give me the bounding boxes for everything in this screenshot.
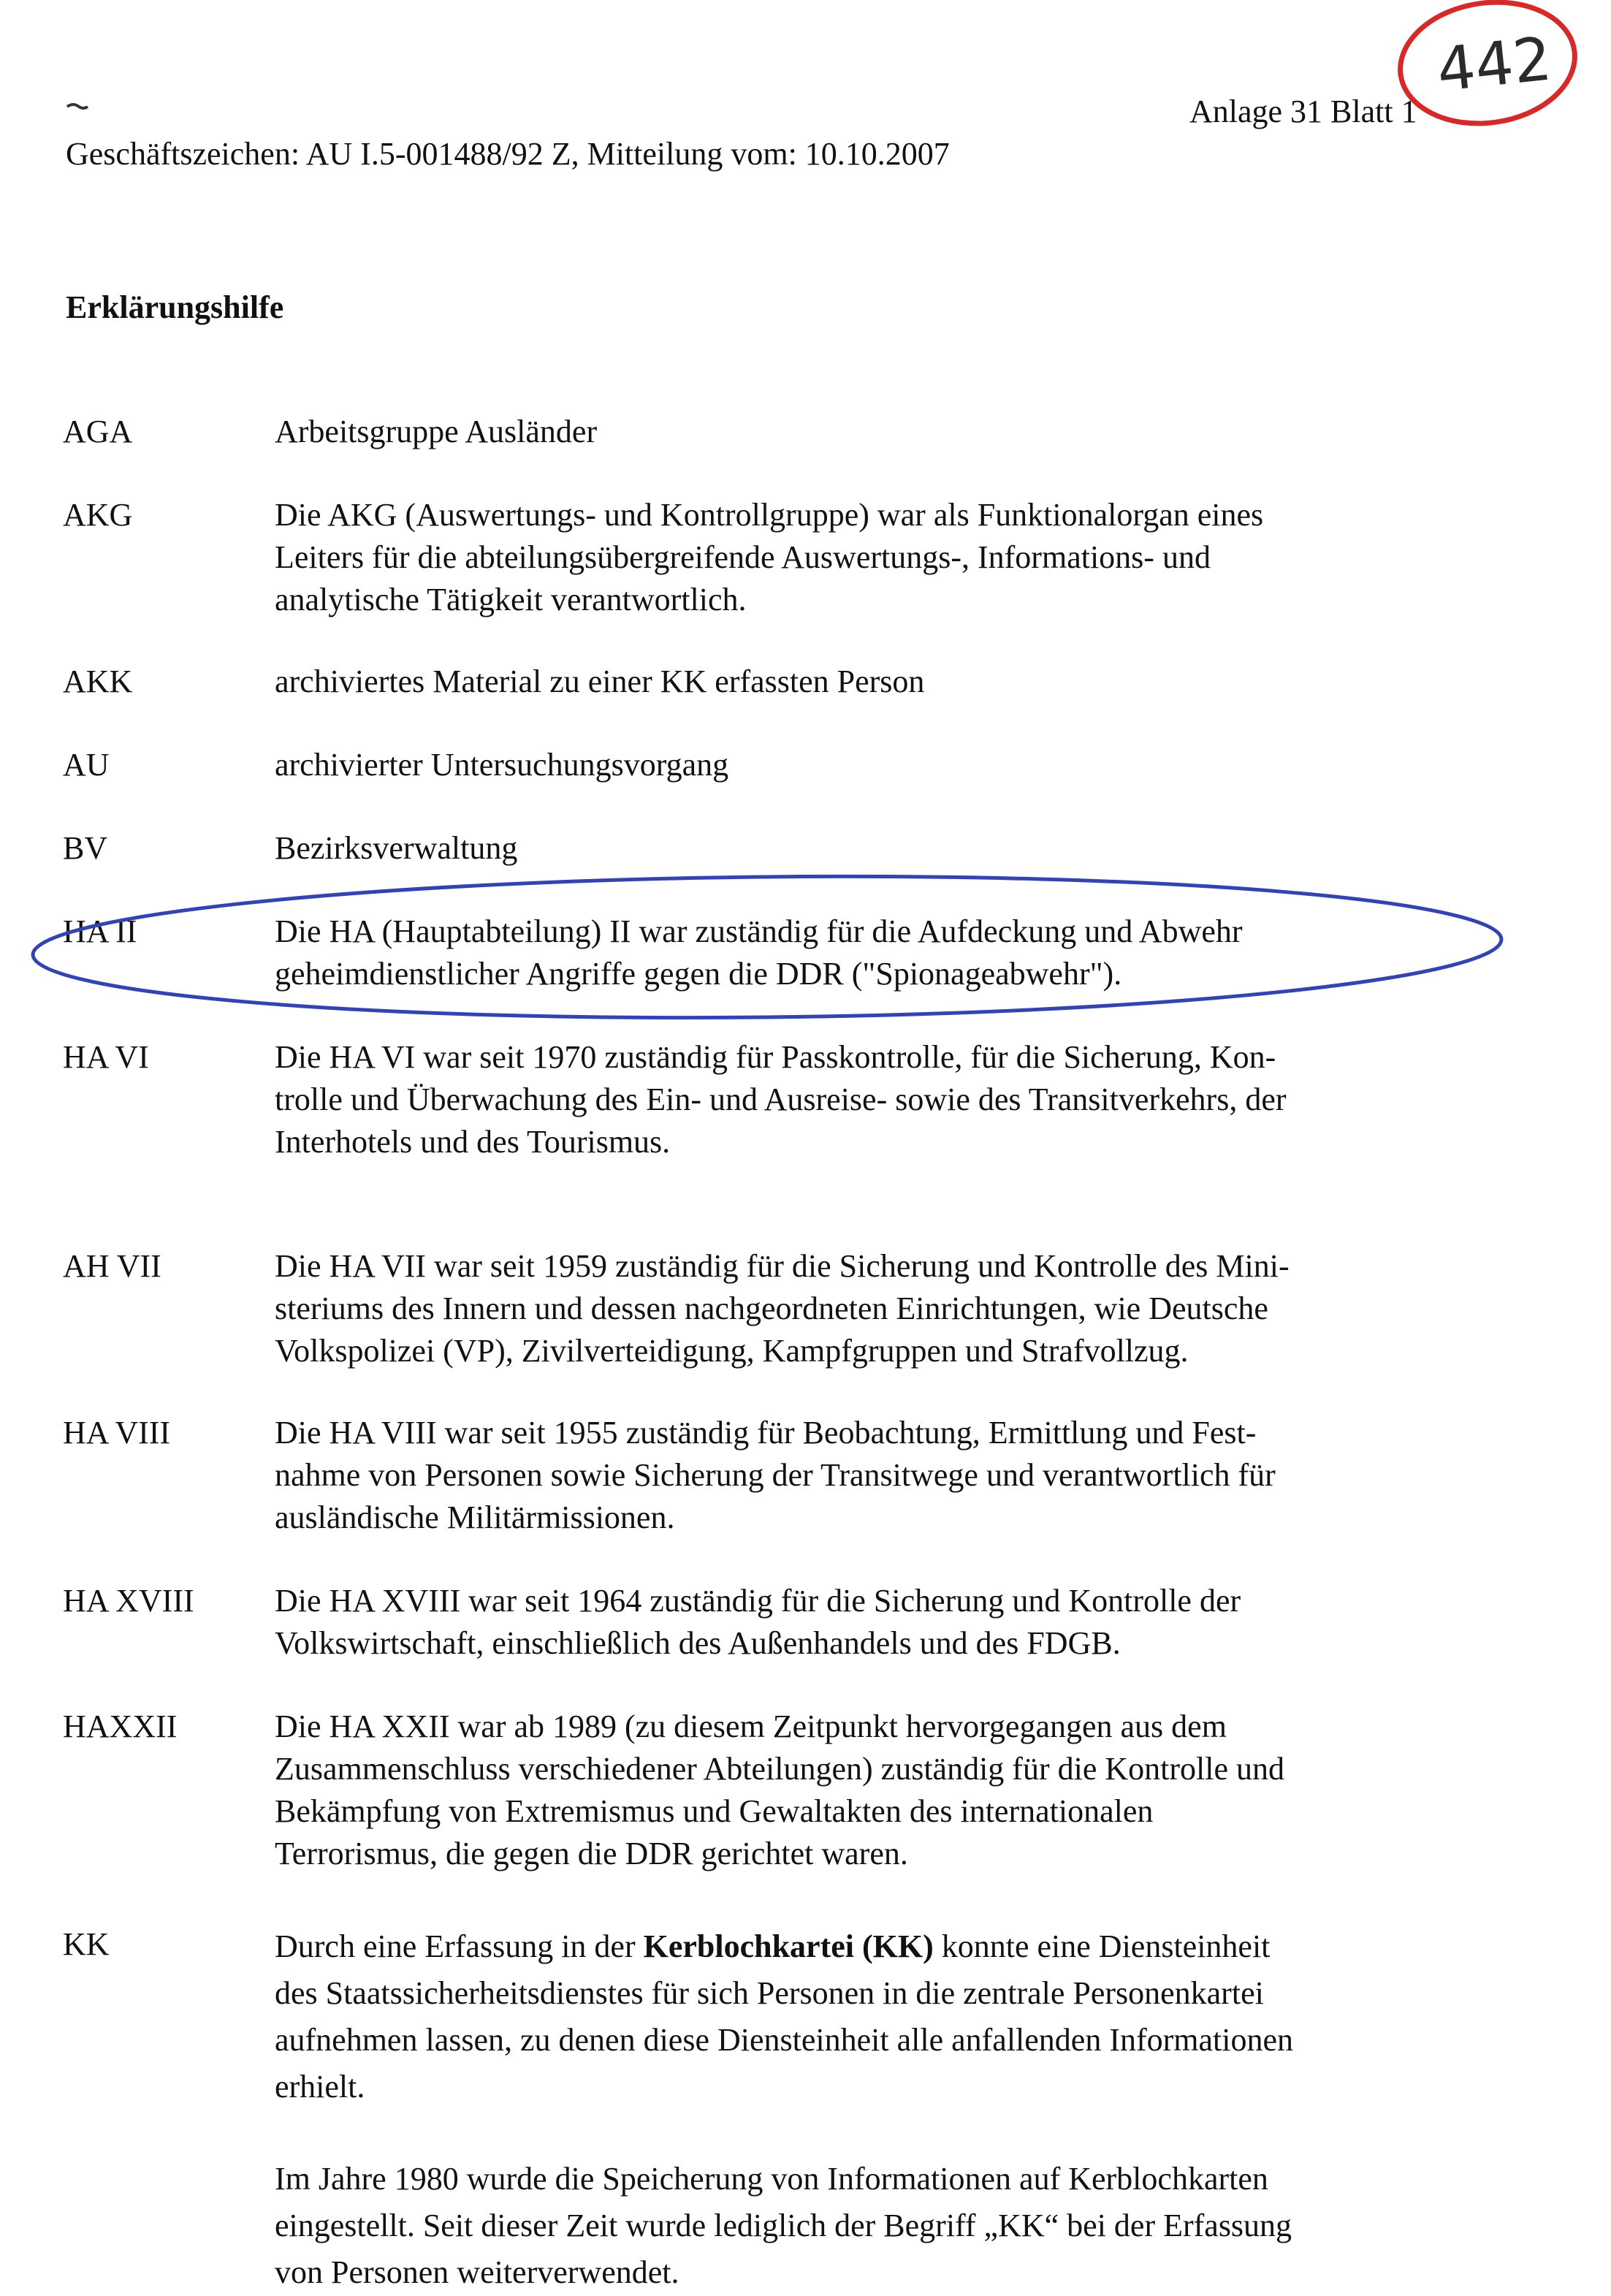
def-line: Bekämpfung von Extremismus und Gewaltakten des internationalen xyxy=(275,1793,1154,1829)
def-line: geheimdienstlicher Angriffe gegen die DDR ("Spionageabwehr"). xyxy=(275,956,1122,992)
entry-abbr-ha-xviii: HA XVIII xyxy=(63,1583,194,1619)
def-line: Die HA XVIII war seit 1964 zuständig für die Sicherung und Kontrolle der xyxy=(275,1583,1241,1619)
entry-def-ha-vi xyxy=(275,1036,1444,1163)
entry-abbr-akk: AKK xyxy=(63,664,133,699)
def-line: steriums des Innern und dessen nachgeordneten Einrichtungen, wie Deutsche xyxy=(275,1290,1268,1326)
entry-abbr-au: AU xyxy=(63,747,110,783)
def-line: Die HA VI war seit 1970 zuständig für Passkontrolle, für die Sicherung, Kon- xyxy=(275,1039,1276,1075)
def-line: Die HA VII war seit 1959 zuständig für die Sicherung und Kontrolle des Mini- xyxy=(275,1248,1290,1284)
def-line: Die HA VIII war seit 1955 zuständig für Beobachtung, Ermittlung und Fest- xyxy=(275,1415,1257,1451)
kk-bold-term: Kerblochkartei (KK) xyxy=(643,1928,934,1964)
def-line: Volkspolizei (VP), Zivilverteidigung, Kampfgruppen und Strafvollzug. xyxy=(275,1333,1189,1369)
def-line: Terrorismus, die gegen die DDR gerichtet waren. xyxy=(275,1836,908,1871)
def-line: Die HA XXII war ab 1989 (zu diesem Zeitpunkt hervorgegangen aus dem xyxy=(275,1708,1227,1744)
reference-line: Geschäftszeichen: AU I.5-001488/92 Z, Mitteilung vom: 10.10.2007 xyxy=(66,136,950,172)
entry-abbr-ah-vii: AH VII xyxy=(63,1248,161,1284)
entry-abbr-aga: AGA xyxy=(63,414,133,449)
kk-text-before: Durch eine Erfassung in der xyxy=(275,1928,644,1964)
entry-def-ha-ii xyxy=(275,911,1444,995)
entry-def-akk xyxy=(275,661,1444,703)
entry-def-akg xyxy=(275,494,1444,621)
def-line: Die AKG (Auswertungs- und Kontrollgruppe) war als Funktionalorgan eines xyxy=(275,497,1264,533)
entry-abbr-kk: KK xyxy=(63,1926,110,1962)
entry-abbr-ha-vi: HA VI xyxy=(63,1039,149,1075)
handwritten-page-number: 442 xyxy=(1433,24,1555,106)
def-line: nahme von Personen sowie Sicherung der Transitwege und verantwortlich für xyxy=(275,1457,1276,1493)
entry-def-bv xyxy=(275,827,1444,870)
entry-def-ha-xviii xyxy=(275,1580,1444,1665)
def-line: Die HA (Hauptabteilung) II war zuständig für die Aufdeckung und Abwehr xyxy=(275,913,1243,949)
def-line: Leiters für die abteilungsübergreifende Auswertungs-, Informations- und xyxy=(275,539,1211,575)
page-title: Erklärungshilfe xyxy=(66,289,284,325)
def-line: Zusammenschluss verschiedener Abteilungen) zuständig für die Kontrolle und xyxy=(275,1751,1284,1787)
entry-def-kk xyxy=(275,1923,1444,2110)
def-line: eingestellt. Seit dieser Zeit wurde lediglich der Begriff „KK“ bei der Erfassung xyxy=(275,2208,1292,2243)
entry-abbr-ha-ii: HA II xyxy=(63,913,137,949)
annex-label: Anlage 31 Blatt 1 xyxy=(1189,94,1417,129)
def-line: Im Jahre 1980 wurde die Speicherung von Informationen auf Kerblochkarten xyxy=(275,2161,1268,2197)
scan-mark xyxy=(67,104,88,108)
def-line xyxy=(275,1923,1444,1970)
entry-def-ha-viii xyxy=(275,1412,1444,1539)
def-line: ausländische Militärmissionen. xyxy=(275,1499,675,1535)
entry-def-ah-vii xyxy=(275,1245,1444,1372)
def-line: aufnehmen lassen, zu denen diese Diensteinheit alle anfallenden Informationen xyxy=(275,2022,1294,2058)
def-line: analytische Tätigkeit verantwortlich. xyxy=(275,582,747,617)
kk-text-after: konnte eine Diensteinheit xyxy=(933,1928,1271,1964)
def-line: von Personen weiterverwendet. xyxy=(275,2254,679,2290)
entry-abbr-bv: BV xyxy=(63,830,108,866)
entry-def-au xyxy=(275,744,1444,786)
entry-abbr-akg: AKG xyxy=(63,497,133,533)
def-line: Volkswirtschaft, einschließlich des Außenhandels und des FDGB. xyxy=(275,1625,1121,1661)
red-circle-mark xyxy=(1393,0,1583,134)
entry-abbr-ha-viii: HA VIII xyxy=(63,1415,171,1451)
def-line: trolle und Überwachung des Ein- und Ausreise- sowie des Transitverkehrs, der xyxy=(275,1082,1287,1117)
def-line: Bezirksverwaltung xyxy=(275,830,518,866)
def-line: archiviertes Material zu einer KK erfassten Person xyxy=(275,664,925,699)
entry-def-aga xyxy=(275,411,1444,453)
def-line: archivierter Untersuchungsvorgang xyxy=(275,747,729,783)
entry-abbr-ha-xxii: HAXXII xyxy=(63,1708,178,1744)
def-line: Interhotels und des Tourismus. xyxy=(275,1124,671,1160)
def-line: des Staatssicherheitsdienstes für sich Personen in die zentrale Personenkartei xyxy=(275,1975,1264,2011)
def-line: Arbeitsgruppe Ausländer xyxy=(275,414,598,449)
def-line: erhielt. xyxy=(275,2069,365,2105)
entry-def-ha-xxii xyxy=(275,1706,1444,1875)
kk-paragraph-2 xyxy=(275,2156,1444,2296)
